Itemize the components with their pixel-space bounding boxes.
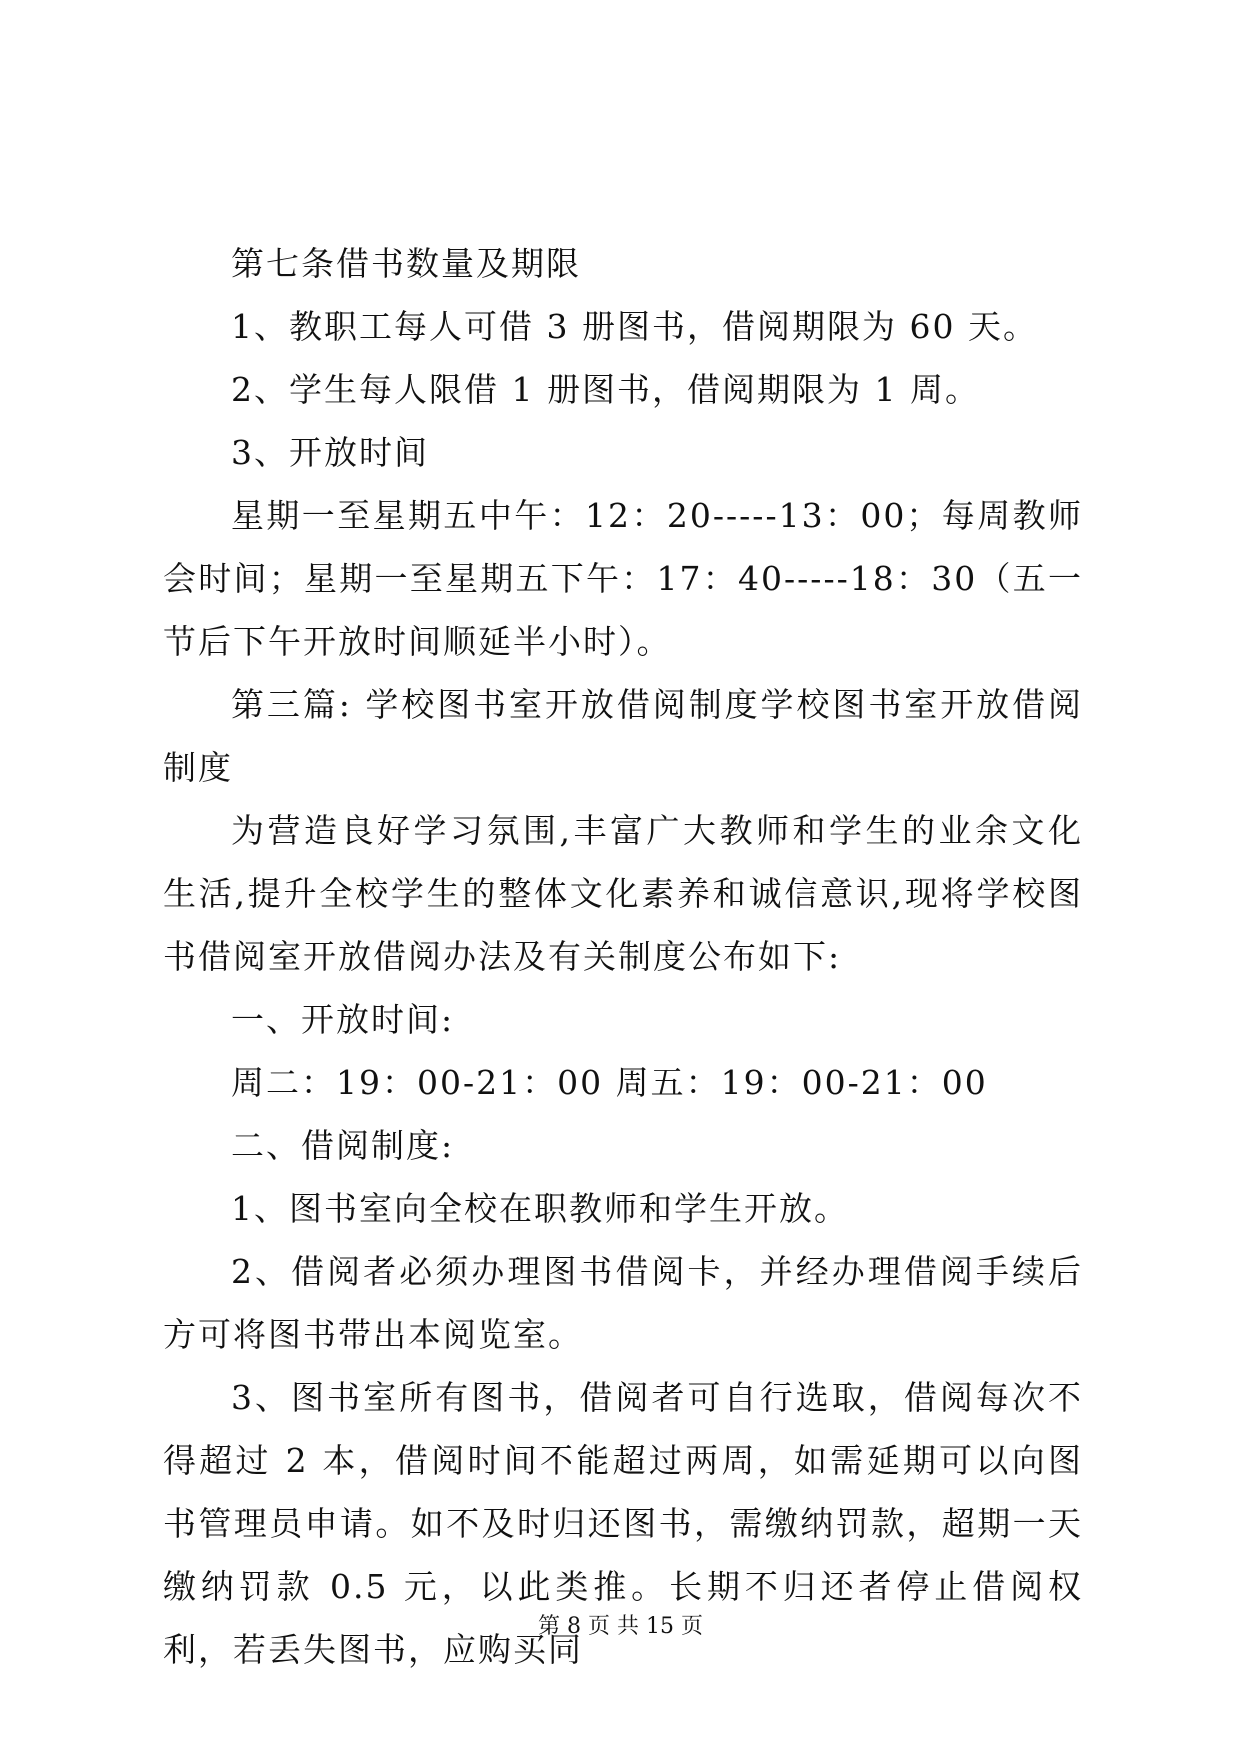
subheading-borrowing-rules: 二、借阅制度: bbox=[231, 1126, 455, 1165]
paragraph-student-borrowing: 2、学生每人限借 1 册图书，借阅期限为 1 周。 bbox=[231, 370, 980, 409]
rule-item-3: 3、图书室所有图书，借阅者可自行选取，借阅每次不得超过 2 本，借阅时间不能超过两周，如需延期可以向图书管理员申请。如不及时归还图书，需缴纳罚款，超期一天缴纳罚款 0.5 元，以此类推。长期不归还者停止借阅权利，若丢失图书，应购买同 bbox=[163, 1378, 1083, 1669]
document-body bbox=[163, 232, 1083, 1681]
subheading-opening-time: 一、开放时间: bbox=[231, 1000, 455, 1039]
rule-item-2: 2、借阅者必须办理图书借阅卡，并经办理借阅手续后方可将图书带出本阅览室。 bbox=[163, 1252, 1083, 1354]
paragraph-weekly-schedule: 周二：19：00-21：00 周五：19：00-21：00 bbox=[231, 1063, 988, 1102]
section-heading-part-3: 第三篇: 学校图书室开放借阅制度学校图书室开放借阅制度 bbox=[163, 685, 1083, 787]
paragraph-staff-borrowing: 1、教职工每人可借 3 册图书，借阅期限为 60 天。 bbox=[231, 307, 1038, 346]
page-number-footer: 第 8 页 共 15 页 bbox=[538, 1614, 703, 1639]
rule-item-1: 1、图书室向全校在职教师和学生开放。 bbox=[231, 1189, 849, 1228]
paragraph-opening-hours-detail: 星期一至星期五中午：12：20-----13：00；每周教师会时间；星期一至星期五下午：17：40-----18：30（五一节后下午开放时间顺延半小时）。 bbox=[163, 496, 1083, 661]
paragraph-opening-hours-heading: 3、开放时间 bbox=[231, 433, 429, 472]
paragraph-introduction: 为营造良好学习氛围,丰富广大教师和学生的业余文化生活,提升全校学生的整体文化素养和诚信意识,现将学校图书借阅室开放借阅办法及有关制度公布如下: bbox=[163, 811, 1083, 976]
section-heading-article-7: 第七条借书数量及期限 bbox=[231, 244, 581, 283]
